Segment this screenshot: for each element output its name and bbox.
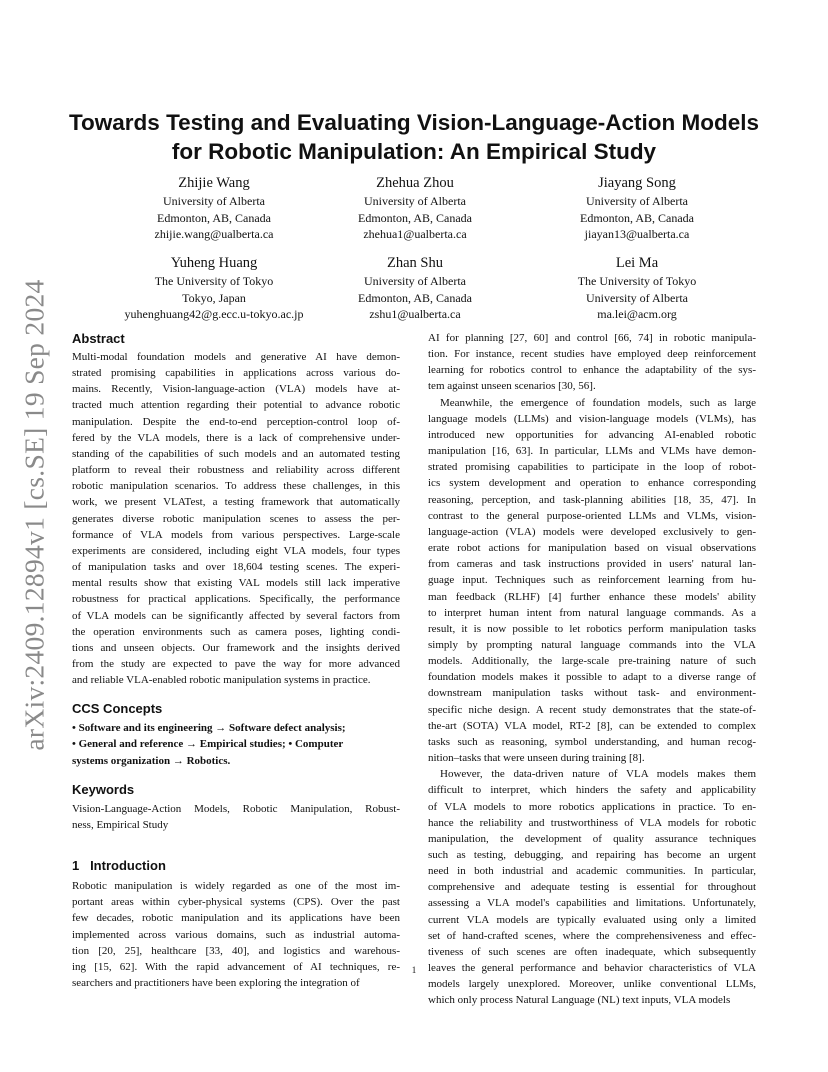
arxiv-stamp-text: arXiv:2409.12894v1 [cs.SE] 19 Sep 2024 bbox=[19, 279, 51, 751]
text-line: generates diverse robotic manipulation scenes to assess the per- bbox=[72, 512, 400, 525]
abstract-heading: Abstract bbox=[72, 331, 125, 346]
author-email: ma.lei@acm.org bbox=[597, 307, 677, 321]
body-paragraph bbox=[428, 330, 756, 395]
text-line: simply by prompting natural language commands into the VLA bbox=[428, 638, 756, 651]
text-line: guage input. Techniques such as reinforcement learning from hu- bbox=[428, 574, 756, 587]
text-line: Meanwhile, the emergence of foundation models, such as large bbox=[440, 396, 756, 409]
arxiv-stamp bbox=[15, 275, 55, 755]
ccs-concepts bbox=[72, 720, 400, 768]
text-line: the-art (SOTA) VLA model, RT-2 [8], can be extended to complex bbox=[428, 719, 756, 732]
text-line: contrast to the general purpose-oriented LLMs and VLMs, vision- bbox=[428, 509, 756, 522]
text-line: tion. For instance, recent studies have employed deep reinforcement bbox=[428, 348, 756, 361]
text-line: experiments are considered, including eight VLA models, four types bbox=[72, 544, 400, 557]
author-location: Edmonton, AB, Canada bbox=[157, 210, 271, 225]
paper-title bbox=[60, 108, 768, 166]
text-line: platform to reveal their robustness and reliability across different bbox=[72, 464, 400, 477]
text-line: robustness for practical applications. Specifically, the performance bbox=[72, 593, 400, 606]
text-line: Vision-Language-Action Models, Robotic Manipulation, Robust- bbox=[72, 802, 400, 815]
text-line: mental results show that existing VAL models still lack imperative bbox=[72, 577, 400, 590]
text-line: specific niche design. A recent study demonstrates that the state-of- bbox=[428, 703, 756, 716]
author-name: Zhehua Zhou bbox=[376, 175, 454, 191]
text-line: and reliable VLA-enabled robotic manipulation systems in practice. bbox=[72, 674, 371, 687]
text-line: strated promising capabilities to participate in the loop of robot- bbox=[428, 461, 756, 474]
text-line: tasks such as reasoning, symbol understanding, and human recog- bbox=[428, 735, 756, 748]
text-line: robotic manipulation scenarios. To address these challenges, in this bbox=[72, 480, 400, 493]
ccs-line: • Software and its engineering → Software defect analysis; bbox=[72, 722, 346, 735]
text-line: AI for planning [27, 60] and control [66, 74] in robotic manipula- bbox=[428, 332, 756, 344]
page-number: 1 bbox=[411, 965, 417, 975]
left-column bbox=[72, 330, 400, 991]
text-line: ness, Empirical Study bbox=[72, 818, 169, 831]
text-line: language-action (VLA) models were developed exclusively to gen- bbox=[428, 525, 756, 538]
text-line: such as testing, debugging, and repairing has become an urgent bbox=[428, 849, 756, 861]
text-line: of manipulation tasks and over 18,604 testing scenes. The experi- bbox=[72, 561, 400, 574]
text-line: current VLA models are typically evaluated using only a limited bbox=[428, 913, 756, 926]
body-paragraph bbox=[428, 766, 756, 1008]
text-line: from the study are expected to pave the way for more advanced bbox=[72, 657, 400, 670]
body-paragraph bbox=[428, 395, 756, 767]
text-line: standing of the capabilities of such models and an automated testing bbox=[72, 447, 400, 460]
text-line: hance the reliability and trustworthiness of VLA models for robotic bbox=[428, 816, 756, 829]
author-affiliation: University of Alberta bbox=[364, 274, 466, 288]
text-line: tions and unseen objects. Our framework and the insights derived bbox=[72, 641, 400, 654]
author-email: zshu1@ualberta.ca bbox=[369, 307, 461, 321]
text-line: searchers and practitioners have been exploring the integration of bbox=[72, 977, 360, 989]
text-line: of VLA models to more robotics applications in practice. To en- bbox=[428, 800, 756, 813]
text-line: ing [15, 62]. With the rapid advancement of AI techniques, re- bbox=[72, 960, 400, 973]
text-line: of VLA models can be significantly affected by several factors from bbox=[72, 609, 400, 622]
text-line: However, the data-driven nature of VLA models makes them bbox=[440, 768, 756, 781]
author-affiliation: University of Alberta bbox=[586, 194, 688, 208]
text-line: tiveness of such scenes are often inadequate, which subsequently bbox=[428, 945, 756, 958]
author-affiliation: The University of Tokyo bbox=[154, 274, 274, 288]
text-line: manipulation. Despite the end-to-end perception-control loop of- bbox=[72, 415, 400, 428]
text-line: ics system development and operation to enhance corresponding bbox=[428, 477, 756, 490]
text-line: man feedback (RLHF) [4] further enhance these models' ability bbox=[428, 590, 756, 603]
text-line: difficult to interpret, which hinders the safety and applicability bbox=[428, 784, 756, 797]
text-line: strated promising capabilities in applications across various do- bbox=[72, 367, 400, 380]
author-name: Zhan Shu bbox=[387, 255, 443, 271]
text-line: introduced new opportunities for advancing AI-enabled robotic bbox=[428, 428, 756, 441]
author-location: Edmonton, AB, Canada bbox=[358, 210, 472, 225]
text-line: work, we present VLATest, a testing framework that automatically bbox=[72, 496, 400, 509]
text-line: portant areas within cyber-physical systems (CPS). Over the past bbox=[72, 896, 400, 909]
author-block bbox=[295, 254, 535, 323]
text-line: reasoning, perception, and task-planning abilities [18, 35, 47]. In bbox=[428, 493, 756, 506]
author-location: Edmonton, AB, Canada bbox=[358, 290, 472, 305]
text-line: nition–tasks that were unseen during training [8]. bbox=[428, 752, 645, 765]
text-line: formance of VLA models from various perspectives. Large-scale bbox=[72, 528, 400, 541]
author-name: Lei Ma bbox=[615, 255, 659, 271]
text-line: comprehensive and adequate testing is essential for throughout bbox=[428, 881, 756, 894]
text-line: Robotic manipulation is widely regarded as one of the most im- bbox=[72, 880, 400, 893]
author-name: Zhijie Wang bbox=[178, 175, 250, 191]
author-email: yuhenghuang42@g.ecc.u-tokyo.ac.jp bbox=[124, 307, 304, 321]
text-line: Multi-modal foundation models and generative AI have demon- bbox=[72, 351, 400, 363]
text-line: learning for robotics control to enhance the adaptability of the sys- bbox=[428, 364, 756, 377]
text-line: tion [20, 25], healthcare [33, 40], and logistics and warehous- bbox=[72, 944, 400, 957]
author-affiliation: University of Alberta bbox=[364, 194, 466, 208]
author-location: University of Alberta bbox=[586, 290, 688, 305]
title-line: Towards Testing and Evaluating Vision-Language-Action Models bbox=[68, 110, 760, 135]
text-line: models. Additionally, the large-scale pre-training nature of such bbox=[428, 655, 756, 668]
author-email: zhehua1@ualberta.ca bbox=[363, 227, 467, 241]
ccs-line: systems organization → Robotics. bbox=[72, 754, 231, 767]
text-line: the operation environments such as camera poses, lighting condi- bbox=[72, 625, 400, 638]
author-name: Jiayang Song bbox=[598, 175, 676, 191]
text-line: to interpret human intent from natural language commands. As a bbox=[428, 606, 756, 619]
author-location: Tokyo, Japan bbox=[182, 290, 246, 305]
author-affiliation: University of Alberta bbox=[163, 194, 265, 208]
text-line: downstream manipulation tasks without task- and environment- bbox=[428, 687, 756, 700]
author-affiliation: The University of Tokyo bbox=[577, 274, 697, 288]
text-line: manipulation, the development of quality assurance techniques bbox=[428, 832, 756, 845]
text-line: which only process Natural Language (NL) text inputs, VLA models bbox=[428, 994, 731, 1007]
author-location: Edmonton, AB, Canada bbox=[580, 210, 694, 225]
text-line: tracted much attention regarding their potential to advance robotic bbox=[72, 399, 400, 412]
introduction-paragraph bbox=[72, 878, 400, 991]
introduction-heading: 1 Introduction bbox=[72, 858, 166, 874]
text-line: language models (LLMs) and vision-language models (VLMs), has bbox=[428, 412, 756, 425]
text-line: result, it is now possible to let robotics perform manipulation tasks bbox=[428, 622, 756, 635]
text-line: implemented across various domains, such as industrial automa- bbox=[72, 928, 400, 941]
text-line: from cameras and task instructions provided in users' natural lan- bbox=[428, 558, 756, 571]
title-line: for Robotic Manipulation: An Empirical Study bbox=[171, 139, 657, 164]
text-line: leaves the general performance and behavior characteristics of VLA bbox=[428, 962, 756, 975]
text-line: tem against unseen scenarios [30, 56]. bbox=[428, 380, 596, 393]
text-line: assessing a VLA model's capabilities and limitations. Unfortunately, bbox=[428, 897, 756, 910]
text-line: manipulation [16, 63]. In particular, LLMs and VLMs have demon- bbox=[428, 445, 756, 458]
text-line: models largely unexplored. Moreover, unlike conventional LLMs, bbox=[428, 978, 756, 991]
text-line: set of hand-crafted scenes, where the comprehensiveness and effec- bbox=[428, 929, 756, 942]
author-block bbox=[517, 174, 757, 243]
text-line: fered by the VLA models, there is a lack of comprehensive under- bbox=[72, 431, 400, 444]
right-column bbox=[428, 330, 756, 1009]
text-line: erate robot actions for manipulation based on visual observations bbox=[428, 542, 756, 555]
author-block bbox=[295, 174, 535, 243]
text-line: mains. Recently, Vision-language-action (VLA) models have at- bbox=[72, 383, 400, 396]
author-email: jiayan13@ualberta.ca bbox=[584, 227, 690, 241]
keywords-heading: Keywords bbox=[72, 781, 135, 797]
author-email: zhijie.wang@ualberta.ca bbox=[154, 227, 274, 241]
text-line: need in both industrial and academic communities. In particular, bbox=[428, 865, 756, 878]
abstract-paragraph bbox=[72, 349, 400, 688]
ccs-heading: CCS Concepts bbox=[72, 701, 163, 717]
keywords-text bbox=[72, 801, 400, 833]
text-line: few decades, robotic manipulation and its applications have been bbox=[72, 912, 400, 925]
author-name: Yuheng Huang bbox=[170, 255, 258, 271]
author-block bbox=[517, 254, 757, 323]
text-line: foundation models makes it possible to adapt to a diverse range of bbox=[428, 671, 756, 684]
ccs-line: • General and reference → Empirical studies; • Computer bbox=[72, 738, 344, 751]
